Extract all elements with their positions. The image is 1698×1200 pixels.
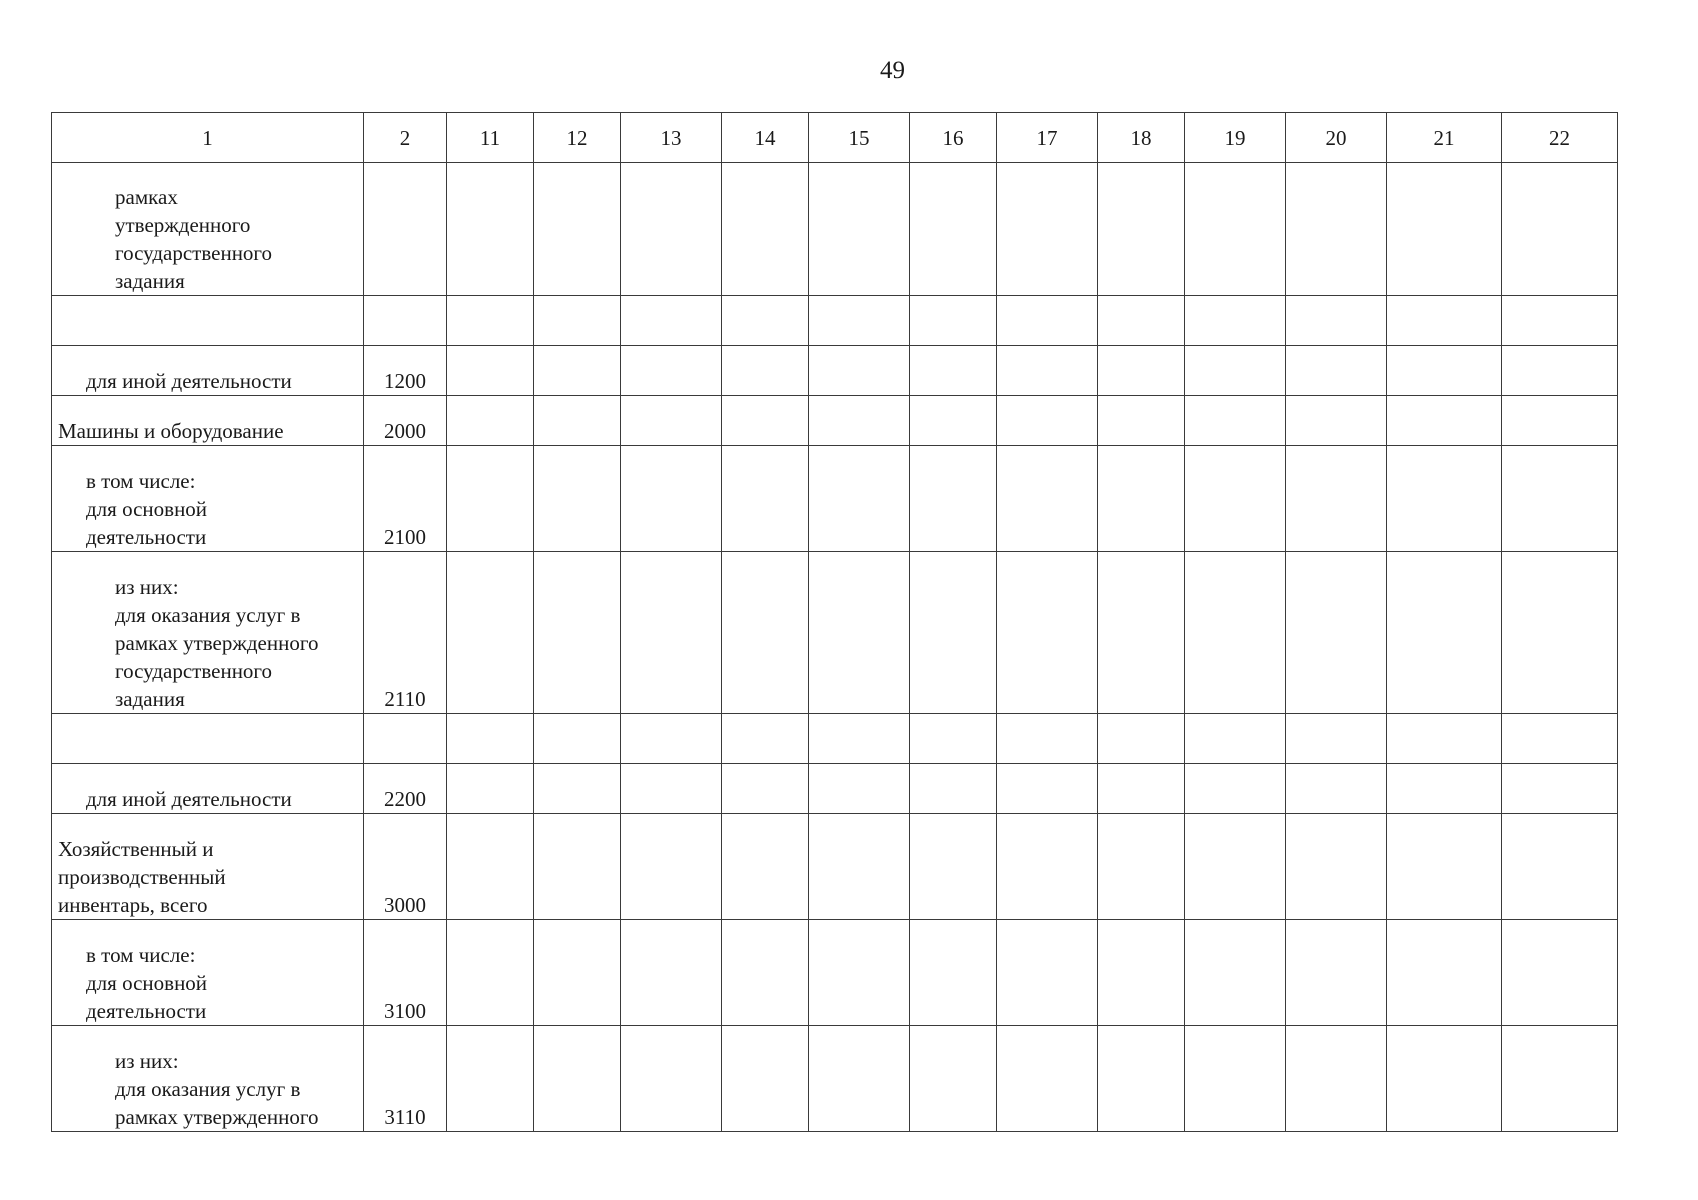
data-cell (534, 714, 621, 764)
data-cell (997, 446, 1098, 552)
data-cell (534, 446, 621, 552)
data-cell (722, 446, 809, 552)
data-cell (910, 1026, 997, 1132)
data-cell (621, 396, 722, 446)
data-cell (910, 346, 997, 396)
row-name-cell (52, 714, 364, 764)
data-cell (1286, 346, 1387, 396)
data-cell (1502, 814, 1618, 920)
row-code: 2200 (364, 764, 447, 814)
data-cell (621, 296, 722, 346)
header-row (52, 113, 1618, 163)
data-cell (1387, 396, 1502, 446)
table-row (52, 163, 1618, 296)
table-row (52, 396, 1618, 446)
data-cell (997, 814, 1098, 920)
data-cell (1286, 396, 1387, 446)
data-cell (447, 296, 534, 346)
row-name: рамках утвержденного государственного задания (115, 185, 273, 293)
data-cell (1185, 163, 1286, 296)
data-cell (1387, 714, 1502, 764)
data-cell (1286, 446, 1387, 552)
page-number: 49 (880, 57, 905, 84)
row-code: 2100 (364, 446, 447, 552)
data-cell (1286, 296, 1387, 346)
data-cell (1502, 764, 1618, 814)
row-code: 3000 (364, 814, 447, 920)
data-cell (1098, 764, 1185, 814)
data-cell (722, 346, 809, 396)
data-cell (722, 764, 809, 814)
table-row (52, 814, 1618, 920)
data-cell (997, 764, 1098, 814)
data-cell (809, 163, 910, 296)
data-cell (910, 714, 997, 764)
data-cell (447, 552, 534, 714)
data-cell (1502, 346, 1618, 396)
column-header: 12 (534, 113, 621, 163)
row-code (364, 296, 447, 346)
column-header: 18 (1098, 113, 1185, 163)
data-cell (447, 396, 534, 446)
row-name: Хозяйственный и производственный инвентарь, всего (58, 837, 226, 917)
table-row (52, 764, 1618, 814)
data-cell (997, 714, 1098, 764)
data-cell (910, 920, 997, 1026)
data-cell (1098, 396, 1185, 446)
data-cell (1185, 446, 1286, 552)
data-cell (997, 163, 1098, 296)
data-cell (722, 814, 809, 920)
row-name-cell (52, 163, 364, 296)
data-cell (910, 764, 997, 814)
data-cell (1098, 920, 1185, 1026)
data-cell (1502, 552, 1618, 714)
data-cell (1286, 1026, 1387, 1132)
data-cell (1185, 714, 1286, 764)
row-name-cell (52, 764, 364, 814)
table-row (52, 552, 1618, 714)
row-name: из них: для оказания услуг в рамках утвержденного (115, 1049, 319, 1129)
data-cell (997, 296, 1098, 346)
data-cell (809, 296, 910, 346)
data-cell (447, 1026, 534, 1132)
data-cell (447, 446, 534, 552)
data-cell (809, 552, 910, 714)
data-cell (809, 1026, 910, 1132)
row-name-cell (52, 1026, 364, 1132)
column-header: 11 (447, 113, 534, 163)
row-name-cell (52, 346, 364, 396)
data-cell (722, 396, 809, 446)
row-name: Машины и оборудование (58, 419, 284, 443)
row-code: 2000 (364, 396, 447, 446)
data-cell (910, 396, 997, 446)
data-cell (1502, 296, 1618, 346)
data-cell (997, 552, 1098, 714)
data-cell (1387, 814, 1502, 920)
data-cell (534, 764, 621, 814)
data-cell (809, 714, 910, 764)
data-cell (534, 346, 621, 396)
column-header: 15 (809, 113, 910, 163)
data-cell (1286, 714, 1387, 764)
row-name-cell (52, 296, 364, 346)
data-cell (910, 163, 997, 296)
data-cell (722, 1026, 809, 1132)
data-cell (534, 163, 621, 296)
data-cell (621, 552, 722, 714)
data-cell (621, 920, 722, 1026)
data-cell (1286, 920, 1387, 1026)
row-name: из них: для оказания услуг в рамках утвержденного государственного задания (115, 575, 319, 711)
data-cell (910, 296, 997, 346)
data-cell (1387, 552, 1502, 714)
data-cell (1387, 346, 1502, 396)
data-cell (809, 764, 910, 814)
data-cell (447, 920, 534, 1026)
data-cell (809, 814, 910, 920)
table-row (52, 446, 1618, 552)
row-name: для иной деятельности (86, 787, 292, 811)
data-cell (1387, 1026, 1502, 1132)
row-code: 2110 (364, 552, 447, 714)
data-cell (1098, 814, 1185, 920)
data-cell (809, 920, 910, 1026)
data-cell (1185, 346, 1286, 396)
data-cell (534, 396, 621, 446)
column-header: 20 (1286, 113, 1387, 163)
table-row (52, 1026, 1618, 1132)
column-header: 22 (1502, 113, 1618, 163)
table-row (52, 296, 1618, 346)
data-cell (1286, 552, 1387, 714)
data-cell (1387, 920, 1502, 1026)
data-cell (1502, 446, 1618, 552)
data-cell (621, 346, 722, 396)
data-cell (1387, 163, 1502, 296)
row-name-cell (52, 552, 364, 714)
data-cell (1502, 163, 1618, 296)
data-cell (621, 764, 722, 814)
data-cell (447, 814, 534, 920)
data-cell (534, 296, 621, 346)
column-header: 14 (722, 113, 809, 163)
data-cell (447, 714, 534, 764)
data-cell (809, 396, 910, 446)
data-cell (1502, 1026, 1618, 1132)
data-cell (722, 552, 809, 714)
row-code: 1200 (364, 346, 447, 396)
data-cell (1098, 714, 1185, 764)
table-row (52, 346, 1618, 396)
table-row (52, 714, 1618, 764)
data-cell (1098, 1026, 1185, 1132)
table-body (52, 163, 1618, 1132)
data-cell (1387, 446, 1502, 552)
data-cell (722, 163, 809, 296)
data-cell (621, 163, 722, 296)
data-cell (447, 346, 534, 396)
row-name: для иной деятельности (86, 369, 292, 393)
data-cell (910, 552, 997, 714)
data-cell (534, 1026, 621, 1132)
data-cell (997, 1026, 1098, 1132)
data-cell (534, 552, 621, 714)
row-code: 3100 (364, 920, 447, 1026)
data-cell (1185, 764, 1286, 814)
data-table (51, 112, 1618, 1132)
row-name-cell (52, 446, 364, 552)
data-cell (1286, 814, 1387, 920)
data-cell (621, 714, 722, 764)
column-header: 21 (1387, 113, 1502, 163)
data-cell (809, 346, 910, 396)
data-cell (1286, 764, 1387, 814)
data-cell (1185, 296, 1286, 346)
data-cell (534, 814, 621, 920)
data-cell (1098, 296, 1185, 346)
data-cell (1185, 396, 1286, 446)
row-name-cell (52, 396, 364, 446)
data-cell (447, 163, 534, 296)
table-row (52, 920, 1618, 1026)
data-cell (1098, 346, 1185, 396)
data-cell (621, 446, 722, 552)
data-cell (997, 346, 1098, 396)
row-code (364, 163, 447, 296)
data-cell (910, 446, 997, 552)
column-header: 2 (364, 113, 447, 163)
data-cell (1286, 163, 1387, 296)
data-cell (1185, 920, 1286, 1026)
data-cell (1387, 764, 1502, 814)
column-header: 19 (1185, 113, 1286, 163)
data-cell (1185, 1026, 1286, 1132)
data-cell (809, 446, 910, 552)
column-header: 1 (52, 113, 364, 163)
data-cell (910, 814, 997, 920)
data-cell (1502, 714, 1618, 764)
data-cell (1098, 446, 1185, 552)
row-code: 3110 (364, 1026, 447, 1132)
row-name: в том числе: для основной деятельности (86, 469, 208, 549)
data-cell (1502, 396, 1618, 446)
row-code (364, 714, 447, 764)
data-cell (1387, 296, 1502, 346)
data-cell (1502, 920, 1618, 1026)
column-header: 16 (910, 113, 997, 163)
row-name: в том числе: для основной деятельности (86, 943, 208, 1023)
data-cell (997, 920, 1098, 1026)
data-cell (1185, 814, 1286, 920)
data-cell (1098, 163, 1185, 296)
data-cell (534, 920, 621, 1026)
column-header: 17 (997, 113, 1098, 163)
data-cell (1185, 552, 1286, 714)
data-cell (621, 1026, 722, 1132)
data-cell (1098, 552, 1185, 714)
data-cell (722, 920, 809, 1026)
data-cell (722, 296, 809, 346)
data-cell (447, 764, 534, 814)
data-cell (997, 396, 1098, 446)
column-header: 13 (621, 113, 722, 163)
row-name-cell (52, 814, 364, 920)
data-cell (621, 814, 722, 920)
row-name-cell (52, 920, 364, 1026)
data-cell (722, 714, 809, 764)
